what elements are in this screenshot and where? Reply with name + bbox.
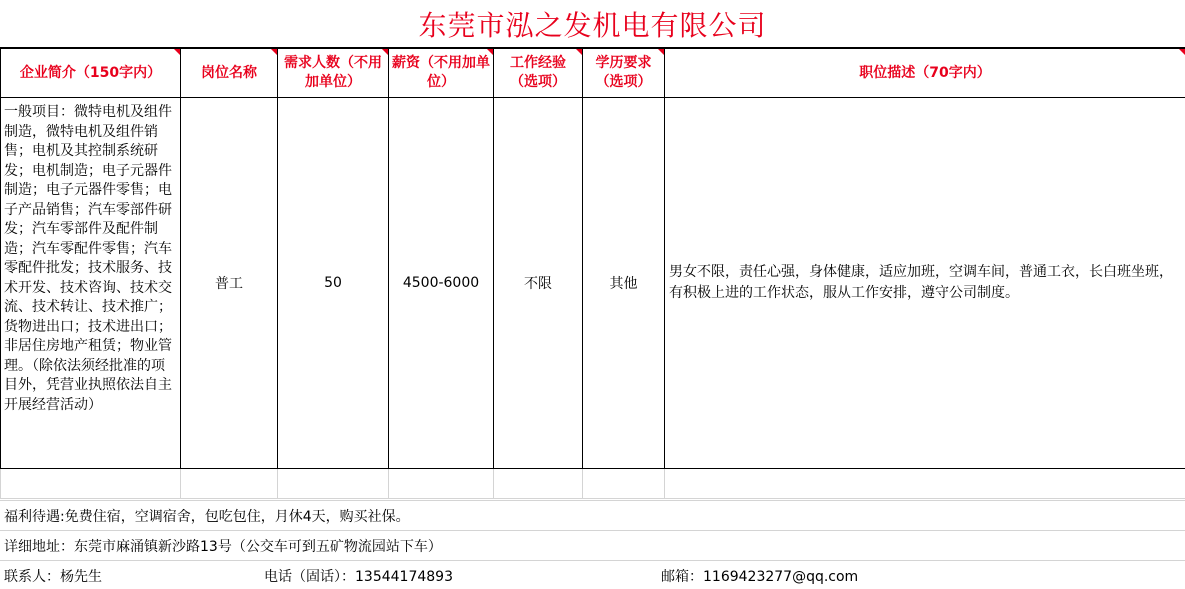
- experience: 不限: [494, 98, 583, 469]
- company-title: 东莞市泓之发机电有限公司: [0, 0, 1185, 48]
- job-table: [0, 48, 1185, 499]
- job-description: 男女不限，责任心强，身体健康，适应加班，空调车间，普通工衣，长白班坐班，有积极上进的工作状态，服从工作安排，遵守公司制度。: [665, 98, 1185, 469]
- header-salary: 薪资（不用加单位）: [389, 49, 494, 98]
- education: 其他: [583, 98, 665, 469]
- header-row: [1, 49, 1185, 98]
- empty-row: [1, 469, 1185, 499]
- table-row: [1, 98, 1185, 469]
- header-position: 岗位名称: [181, 49, 278, 98]
- benefits-row: [0, 500, 1185, 530]
- header-intro: 企业简介（150字内）: [1, 49, 181, 98]
- benefits-text: 福利待遇:免费住宿，空调宿舍，包吃包住，月休4天，购买社保。: [4, 508, 410, 525]
- contact-person: 联系人：杨先生: [4, 569, 102, 585]
- header-count: 需求人数（不用加单位）: [278, 49, 389, 98]
- contact-phone: 电话（固话）：13544174893: [264, 569, 453, 585]
- headcount: 50: [278, 98, 389, 469]
- header-experience: 工作经验（选项）: [494, 49, 583, 98]
- contact-row: [0, 560, 1185, 589]
- address-text: 详细地址：东莞市麻涌镇新沙路13号（公交车可到五矿物流园站下车）: [4, 538, 442, 555]
- header-description: 职位描述（70字内）: [665, 49, 1185, 98]
- salary: 4500-6000: [389, 98, 494, 469]
- address-row: [0, 530, 1185, 560]
- company-intro: 一般项目：微特电机及组件制造，微特电机及组件销售；电机及其控制系统研发；电机制造；电子元器件制造；电子元器件零售；电子产品销售；汽车零部件研发；汽车零部件及配件制造；汽车零配件零售；汽车零配件批发；技术服务、技术开发、技术咨询、技术交流、技术转让、技术推广；货物进出口；技术进出口；非居住房地产租赁；物业管理。（除依法须经批准的项目外，凭营业执照依法自主开展经营活动）: [1, 98, 181, 469]
- contact-email: 邮箱：1169423277@qq.com: [661, 569, 859, 585]
- header-education: 学历要求（选项）: [583, 49, 665, 98]
- position-name: 普工: [181, 98, 278, 469]
